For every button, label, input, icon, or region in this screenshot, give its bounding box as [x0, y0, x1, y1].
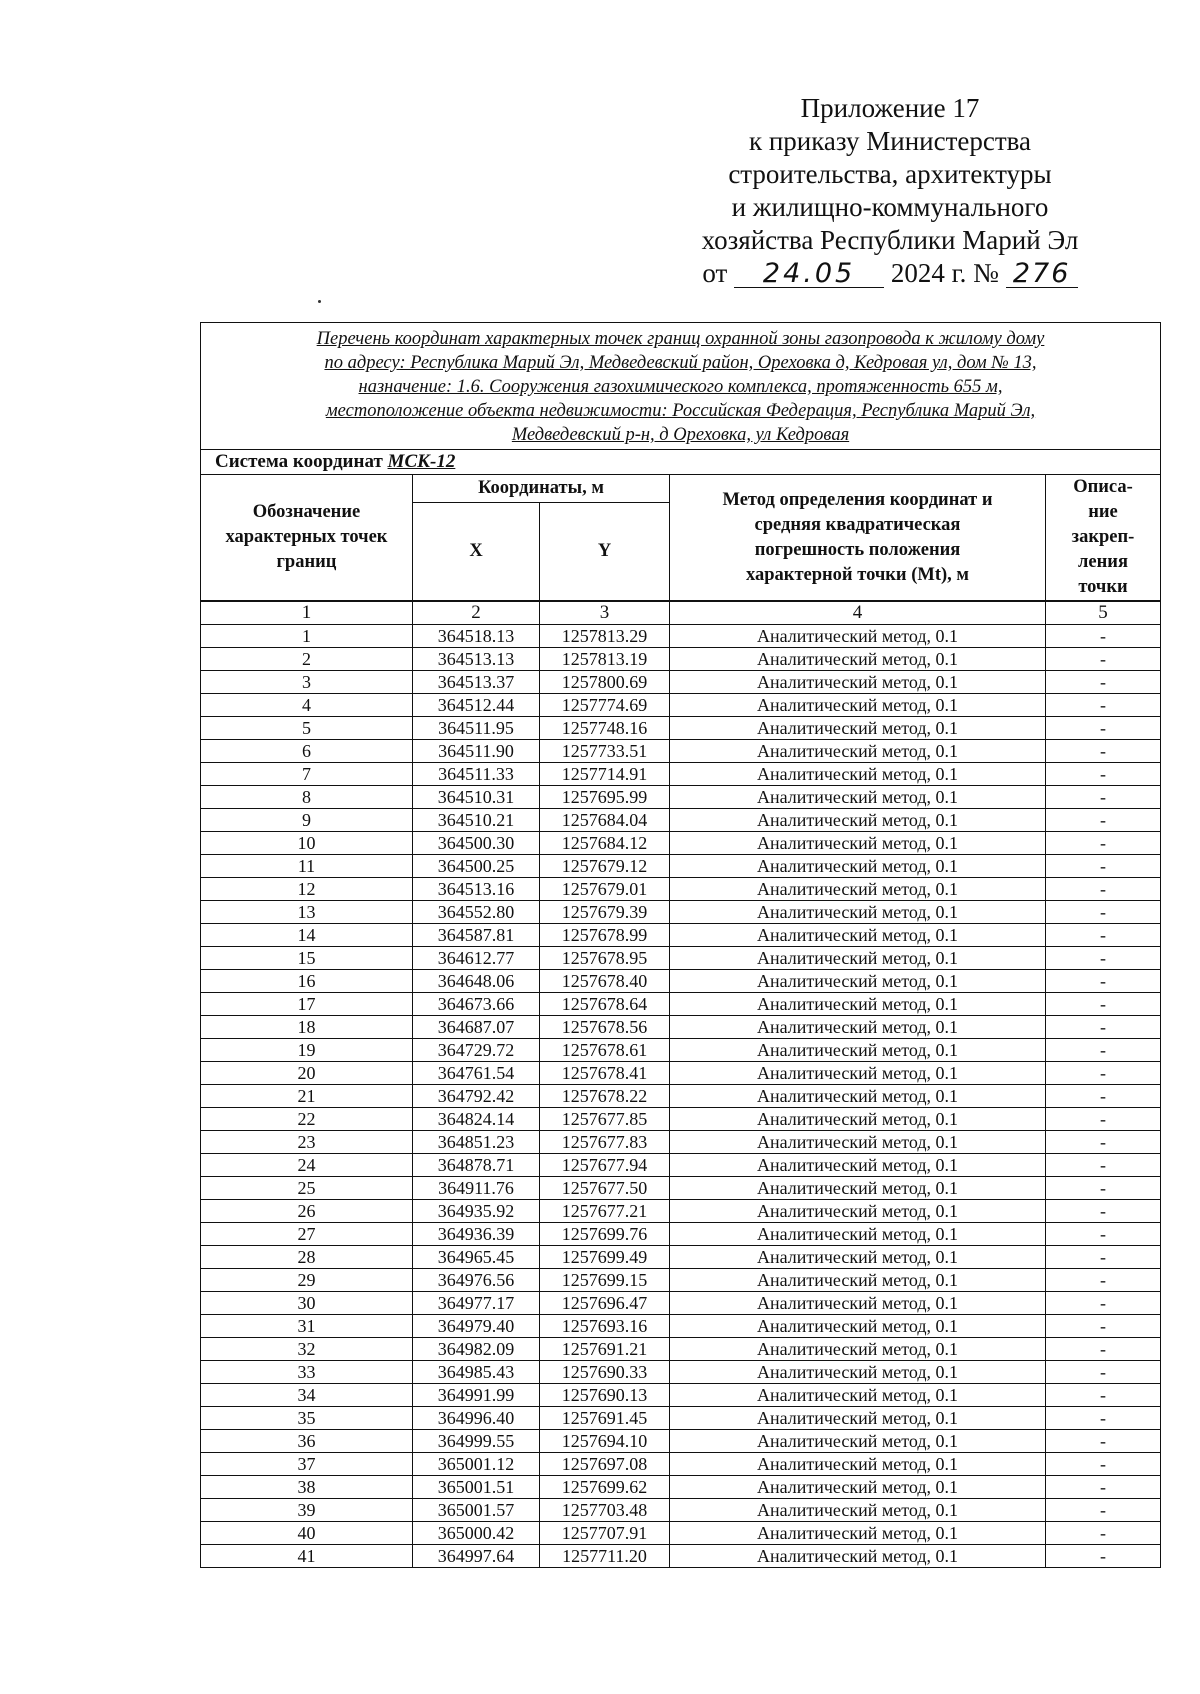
coord-y: 1257748.16 — [540, 717, 670, 740]
point-number: 31 — [201, 1315, 413, 1338]
method: Аналитический метод, 0.1 — [670, 1453, 1046, 1476]
coord-y: 1257697.08 — [540, 1453, 670, 1476]
method: Аналитический метод, 0.1 — [670, 1545, 1046, 1568]
coord-y: 1257678.61 — [540, 1039, 670, 1062]
point-number: 6 — [201, 740, 413, 763]
coord-x: 365001.57 — [413, 1499, 540, 1522]
table-title-line: местоположение объекта недвижимости: Российская Федерация, Республика Марий Эл, — [325, 401, 1036, 421]
method: Аналитический метод, 0.1 — [670, 1430, 1046, 1453]
point-number: 41 — [201, 1545, 413, 1568]
point-number: 8 — [201, 786, 413, 809]
coord-x: 364911.76 — [413, 1177, 540, 1200]
coord-x: 364824.14 — [413, 1108, 540, 1131]
coord-x: 364982.09 — [413, 1338, 540, 1361]
coord-y: 1257677.83 — [540, 1131, 670, 1154]
point-number: 12 — [201, 878, 413, 901]
coord-x: 364977.17 — [413, 1292, 540, 1315]
column-number: 2 — [413, 601, 540, 625]
appendix-line: строительства, архитектуры — [728, 159, 1052, 189]
point-number: 15 — [201, 947, 413, 970]
coord-x: 364729.72 — [413, 1039, 540, 1062]
table-row — [201, 947, 1161, 970]
table-row — [201, 1108, 1161, 1131]
order-prefix: от — [702, 258, 728, 288]
coord-y: 1257677.94 — [540, 1154, 670, 1177]
fixing-description: - — [1046, 1131, 1161, 1154]
coord-y: 1257703.48 — [540, 1499, 670, 1522]
order-reference — [660, 257, 1120, 290]
fixing-description: - — [1046, 1062, 1161, 1085]
method: Аналитический метод, 0.1 — [670, 809, 1046, 832]
fixing-description: - — [1046, 878, 1161, 901]
appendix-line: хозяйства Республики Марий Эл — [701, 225, 1079, 255]
coord-x: 364500.25 — [413, 855, 540, 878]
coord-x: 364965.45 — [413, 1246, 540, 1269]
coord-y: 1257678.95 — [540, 947, 670, 970]
coord-y: 1257813.29 — [540, 625, 670, 648]
table-row — [201, 625, 1161, 648]
fixing-description: - — [1046, 1499, 1161, 1522]
appendix-line: и жилищно-коммунального — [731, 192, 1049, 222]
method: Аналитический метод, 0.1 — [670, 947, 1046, 970]
point-number: 33 — [201, 1361, 413, 1384]
coord-y: 1257677.50 — [540, 1177, 670, 1200]
table-row — [201, 717, 1161, 740]
table-row — [201, 1338, 1161, 1361]
point-number: 9 — [201, 809, 413, 832]
method: Аналитический метод, 0.1 — [670, 694, 1046, 717]
method: Аналитический метод, 0.1 — [670, 1338, 1046, 1361]
coord-x: 364985.43 — [413, 1361, 540, 1384]
coord-y: 1257679.01 — [540, 878, 670, 901]
coord-y: 1257699.49 — [540, 1246, 670, 1269]
table-title-line: Перечень координат характерных точек границ охранной зоны газопровода к жилому дому — [316, 329, 1045, 349]
table-title-line: назначение: 1.6. Сооружения газохимического комплекса, протяженность 655 м, — [358, 377, 1003, 397]
table-row — [201, 694, 1161, 717]
fixing-description: - — [1046, 1177, 1161, 1200]
point-number: 36 — [201, 1430, 413, 1453]
table-row — [201, 1361, 1161, 1384]
header-coordinates: Координаты, м — [413, 475, 670, 503]
point-number: 20 — [201, 1062, 413, 1085]
fixing-description: - — [1046, 832, 1161, 855]
fixing-description: - — [1046, 1315, 1161, 1338]
coord-x: 364500.30 — [413, 832, 540, 855]
header-text: Обозначение — [252, 502, 361, 522]
table-row — [201, 1499, 1161, 1522]
coord-x: 364997.64 — [413, 1545, 540, 1568]
method: Аналитический метод, 0.1 — [670, 1108, 1046, 1131]
method: Аналитический метод, 0.1 — [670, 1131, 1046, 1154]
coord-y: 1257693.16 — [540, 1315, 670, 1338]
coord-x: 364512.44 — [413, 694, 540, 717]
method: Аналитический метод, 0.1 — [670, 671, 1046, 694]
method: Аналитический метод, 0.1 — [670, 763, 1046, 786]
table-row — [201, 1039, 1161, 1062]
method: Аналитический метод, 0.1 — [670, 1177, 1046, 1200]
coord-y: 1257679.12 — [540, 855, 670, 878]
fixing-description: - — [1046, 740, 1161, 763]
header-description — [1046, 475, 1161, 602]
table-title-line: Медведевский р-н, д Ореховка, ул Кедровая — [511, 425, 850, 445]
header-designation — [201, 475, 413, 602]
coord-y: 1257691.45 — [540, 1407, 670, 1430]
coord-x: 364996.40 — [413, 1407, 540, 1430]
point-number: 17 — [201, 993, 413, 1016]
header-text: погрешность положения — [754, 539, 961, 560]
fixing-description: - — [1046, 1453, 1161, 1476]
fixing-description: - — [1046, 1361, 1161, 1384]
coord-x: 364979.40 — [413, 1315, 540, 1338]
coord-x: 364511.33 — [413, 763, 540, 786]
header-text: ние — [1088, 502, 1118, 522]
coord-y: 1257690.13 — [540, 1384, 670, 1407]
point-number: 37 — [201, 1453, 413, 1476]
fixing-description: - — [1046, 1039, 1161, 1062]
coord-y: 1257679.39 — [540, 901, 670, 924]
fixing-description: - — [1046, 1522, 1161, 1545]
table-row — [201, 1085, 1161, 1108]
table-row — [201, 1292, 1161, 1315]
coord-y: 1257684.12 — [540, 832, 670, 855]
coordinate-system-value: МСК-12 — [387, 451, 456, 472]
point-number: 28 — [201, 1246, 413, 1269]
fixing-description: - — [1046, 1016, 1161, 1039]
fixing-description: - — [1046, 717, 1161, 740]
fixing-description: - — [1046, 1384, 1161, 1407]
appendix-header — [660, 92, 1120, 290]
fixing-description: - — [1046, 1200, 1161, 1223]
fixing-description: - — [1046, 1476, 1161, 1499]
coordinate-system — [201, 450, 1161, 475]
column-number: 1 — [201, 601, 413, 625]
method: Аналитический метод, 0.1 — [670, 1062, 1046, 1085]
coord-x: 364673.66 — [413, 993, 540, 1016]
coord-x: 364792.42 — [413, 1085, 540, 1108]
table-row — [201, 648, 1161, 671]
point-number: 1 — [201, 625, 413, 648]
point-number: 26 — [201, 1200, 413, 1223]
coord-y: 1257733.51 — [540, 740, 670, 763]
fixing-description: - — [1046, 694, 1161, 717]
point-number: 22 — [201, 1108, 413, 1131]
table-row — [201, 1223, 1161, 1246]
table-row — [201, 1522, 1161, 1545]
fixing-description: - — [1046, 1407, 1161, 1430]
coord-x: 364511.90 — [413, 740, 540, 763]
table-row — [201, 1246, 1161, 1269]
fixing-description: - — [1046, 1292, 1161, 1315]
column-number: 5 — [1046, 601, 1161, 625]
fixing-description: - — [1046, 648, 1161, 671]
table-row — [201, 1430, 1161, 1453]
fixing-description: - — [1046, 993, 1161, 1016]
table-row — [201, 809, 1161, 832]
table-row — [201, 924, 1161, 947]
coord-x: 365001.12 — [413, 1453, 540, 1476]
coord-x: 364648.06 — [413, 970, 540, 993]
fixing-description: - — [1046, 855, 1161, 878]
coord-y: 1257813.19 — [540, 648, 670, 671]
header-text: Метод определения координат и — [722, 489, 993, 510]
method: Аналитический метод, 0.1 — [670, 1476, 1046, 1499]
header-text: характерных точек — [225, 527, 388, 547]
coord-y: 1257678.40 — [540, 970, 670, 993]
table-row — [201, 1269, 1161, 1292]
coord-x: 364552.80 — [413, 901, 540, 924]
method: Аналитический метод, 0.1 — [670, 1499, 1046, 1522]
method: Аналитический метод, 0.1 — [670, 1154, 1046, 1177]
coord-x: 364513.37 — [413, 671, 540, 694]
point-number: 4 — [201, 694, 413, 717]
point-number: 18 — [201, 1016, 413, 1039]
fixing-description: - — [1046, 1108, 1161, 1131]
point-number: 38 — [201, 1476, 413, 1499]
point-number: 24 — [201, 1154, 413, 1177]
fixing-description: - — [1046, 625, 1161, 648]
header-y: Y — [540, 503, 670, 601]
point-number: 21 — [201, 1085, 413, 1108]
method: Аналитический метод, 0.1 — [670, 1223, 1046, 1246]
point-number: 11 — [201, 855, 413, 878]
coord-y: 1257678.22 — [540, 1085, 670, 1108]
table-row — [201, 1016, 1161, 1039]
column-number-row — [201, 601, 1161, 625]
method: Аналитический метод, 0.1 — [670, 1522, 1046, 1545]
method: Аналитический метод, 0.1 — [670, 855, 1046, 878]
method: Аналитический метод, 0.1 — [670, 1246, 1046, 1269]
fixing-description: - — [1046, 924, 1161, 947]
coord-y: 1257684.04 — [540, 809, 670, 832]
coord-y: 1257714.91 — [540, 763, 670, 786]
coord-x: 365001.51 — [413, 1476, 540, 1499]
point-number: 10 — [201, 832, 413, 855]
fixing-description: - — [1046, 1154, 1161, 1177]
coord-y: 1257678.56 — [540, 1016, 670, 1039]
point-number: 23 — [201, 1131, 413, 1154]
fixing-description: - — [1046, 763, 1161, 786]
method: Аналитический метод, 0.1 — [670, 786, 1046, 809]
coord-y: 1257711.20 — [540, 1545, 670, 1568]
header-text: средняя квадратическая — [754, 514, 961, 535]
table-row — [201, 1177, 1161, 1200]
method: Аналитический метод, 0.1 — [670, 1039, 1046, 1062]
method: Аналитический метод, 0.1 — [670, 1315, 1046, 1338]
coord-y: 1257677.85 — [540, 1108, 670, 1131]
method: Аналитический метод, 0.1 — [670, 1384, 1046, 1407]
method: Аналитический метод, 0.1 — [670, 1292, 1046, 1315]
coord-x: 364612.77 — [413, 947, 540, 970]
point-number: 16 — [201, 970, 413, 993]
method: Аналитический метод, 0.1 — [670, 970, 1046, 993]
point-number: 34 — [201, 1384, 413, 1407]
table-row — [201, 1453, 1161, 1476]
coord-y: 1257696.47 — [540, 1292, 670, 1315]
order-date: 24.05 — [734, 261, 884, 288]
column-number: 4 — [670, 601, 1046, 625]
point-number: 25 — [201, 1177, 413, 1200]
coord-x: 364587.81 — [413, 924, 540, 947]
coord-y: 1257774.69 — [540, 694, 670, 717]
coord-y: 1257694.10 — [540, 1430, 670, 1453]
fixing-description: - — [1046, 1269, 1161, 1292]
method: Аналитический метод, 0.1 — [670, 924, 1046, 947]
table-row — [201, 832, 1161, 855]
table-row — [201, 1315, 1161, 1338]
header-text: закреп- — [1071, 527, 1135, 547]
coord-y: 1257678.41 — [540, 1062, 670, 1085]
table-row — [201, 878, 1161, 901]
table-row — [201, 763, 1161, 786]
coord-x: 365000.42 — [413, 1522, 540, 1545]
coord-x: 364936.39 — [413, 1223, 540, 1246]
point-number: 2 — [201, 648, 413, 671]
header-text: границ — [276, 552, 337, 572]
method: Аналитический метод, 0.1 — [670, 832, 1046, 855]
coord-y: 1257678.99 — [540, 924, 670, 947]
method: Аналитический метод, 0.1 — [670, 1407, 1046, 1430]
table-row — [201, 1131, 1161, 1154]
table-row — [201, 1200, 1161, 1223]
coord-x: 364518.13 — [413, 625, 540, 648]
method: Аналитический метод, 0.1 — [670, 625, 1046, 648]
coord-y: 1257699.76 — [540, 1223, 670, 1246]
method: Аналитический метод, 0.1 — [670, 993, 1046, 1016]
coordinates-table — [200, 322, 1161, 1568]
table-row — [201, 786, 1161, 809]
point-number: 7 — [201, 763, 413, 786]
coord-y: 1257699.15 — [540, 1269, 670, 1292]
coord-x: 364935.92 — [413, 1200, 540, 1223]
fixing-description: - — [1046, 1545, 1161, 1568]
table-row — [201, 1384, 1161, 1407]
coord-x: 364851.23 — [413, 1131, 540, 1154]
table-title — [201, 323, 1161, 450]
point-number: 32 — [201, 1338, 413, 1361]
method: Аналитический метод, 0.1 — [670, 648, 1046, 671]
table-title-line: по адресу: Республика Марий Эл, Медведевский район, Ореховка д, Кедровая ул, дом № 13, — [324, 353, 1037, 373]
stray-dot — [318, 300, 321, 303]
point-number: 13 — [201, 901, 413, 924]
fixing-description: - — [1046, 1430, 1161, 1453]
fixing-description: - — [1046, 947, 1161, 970]
table-row — [201, 1062, 1161, 1085]
coord-y: 1257691.21 — [540, 1338, 670, 1361]
coord-x: 364976.56 — [413, 1269, 540, 1292]
appendix-line: Приложение 17 — [800, 93, 980, 123]
coord-y: 1257678.64 — [540, 993, 670, 1016]
header-x: X — [413, 503, 540, 601]
fixing-description: - — [1046, 1085, 1161, 1108]
table-row — [201, 740, 1161, 763]
column-number: 3 — [540, 601, 670, 625]
coordinate-system-label: Система координат — [215, 451, 383, 472]
table-row — [201, 855, 1161, 878]
method: Аналитический метод, 0.1 — [670, 1200, 1046, 1223]
fixing-description: - — [1046, 671, 1161, 694]
point-number: 30 — [201, 1292, 413, 1315]
fixing-description: - — [1046, 1246, 1161, 1269]
point-number: 19 — [201, 1039, 413, 1062]
method: Аналитический метод, 0.1 — [670, 1085, 1046, 1108]
coord-x: 364510.21 — [413, 809, 540, 832]
coord-x: 364991.99 — [413, 1384, 540, 1407]
coord-y: 1257707.91 — [540, 1522, 670, 1545]
coord-y: 1257690.33 — [540, 1361, 670, 1384]
coord-x: 364513.13 — [413, 648, 540, 671]
point-number: 3 — [201, 671, 413, 694]
coord-y: 1257800.69 — [540, 671, 670, 694]
coord-x: 364513.16 — [413, 878, 540, 901]
table-row — [201, 1545, 1161, 1568]
header-text: точки — [1078, 577, 1128, 597]
point-number: 35 — [201, 1407, 413, 1430]
header-text: Описа- — [1073, 477, 1133, 497]
header-text: характерной точки (Mt), м — [745, 564, 970, 585]
method: Аналитический метод, 0.1 — [670, 740, 1046, 763]
fixing-description: - — [1046, 786, 1161, 809]
point-number: 5 — [201, 717, 413, 740]
header-text: ления — [1078, 552, 1128, 572]
coord-x: 364510.31 — [413, 786, 540, 809]
point-number: 29 — [201, 1269, 413, 1292]
fixing-description: - — [1046, 1338, 1161, 1361]
appendix-line: к приказу Министерства — [748, 126, 1032, 156]
fixing-description: - — [1046, 970, 1161, 993]
method: Аналитический метод, 0.1 — [670, 717, 1046, 740]
method: Аналитический метод, 0.1 — [670, 1361, 1046, 1384]
table-row — [201, 1154, 1161, 1177]
fixing-description: - — [1046, 901, 1161, 924]
coord-x: 364511.95 — [413, 717, 540, 740]
table-row — [201, 1476, 1161, 1499]
order-year: 2024 г. № — [890, 258, 999, 288]
fixing-description: - — [1046, 1223, 1161, 1246]
coord-x: 364999.55 — [413, 1430, 540, 1453]
point-number: 39 — [201, 1499, 413, 1522]
table-row — [201, 901, 1161, 924]
method: Аналитический метод, 0.1 — [670, 1269, 1046, 1292]
method: Аналитический метод, 0.1 — [670, 1016, 1046, 1039]
table-row — [201, 671, 1161, 694]
method: Аналитический метод, 0.1 — [670, 878, 1046, 901]
point-number: 40 — [201, 1522, 413, 1545]
coord-x: 364761.54 — [413, 1062, 540, 1085]
table-row — [201, 1407, 1161, 1430]
coord-y: 1257695.99 — [540, 786, 670, 809]
table-row — [201, 993, 1161, 1016]
method: Аналитический метод, 0.1 — [670, 901, 1046, 924]
point-number: 27 — [201, 1223, 413, 1246]
table-row — [201, 970, 1161, 993]
header-method — [670, 475, 1046, 602]
coord-x: 364687.07 — [413, 1016, 540, 1039]
point-number: 14 — [201, 924, 413, 947]
coord-y: 1257677.21 — [540, 1200, 670, 1223]
coord-x: 364878.71 — [413, 1154, 540, 1177]
fixing-description: - — [1046, 809, 1161, 832]
coord-y: 1257699.62 — [540, 1476, 670, 1499]
order-number: 276 — [1006, 261, 1078, 288]
